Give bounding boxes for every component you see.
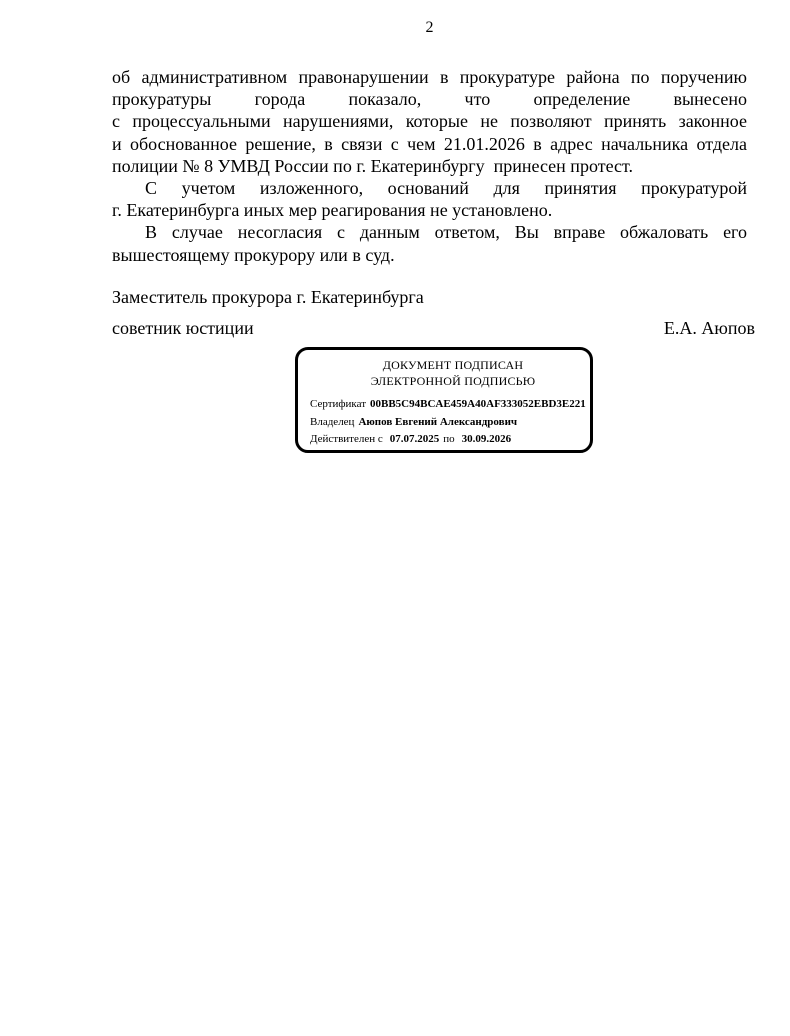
validity-to-label: по (443, 433, 455, 445)
valid-to-date: 30.09.2026 (461, 433, 512, 445)
signatory-name: Е.А. Аюпов (663, 318, 755, 338)
certificate-row (310, 396, 586, 414)
body-line: об административном правонарушении в прокуратуре района по поручению (112, 67, 747, 87)
esign-stamp (295, 347, 593, 453)
page-number: 2 (425, 19, 434, 36)
stamp-title-line1: ДОКУМЕНТ ПОДПИСАН (382, 358, 524, 372)
body-line: г. Екатеринбурга иных мер реагирования не установлено. (112, 200, 553, 221)
body-line: С учетом изложенного, оснований для принятия прокуратурой (145, 178, 747, 199)
owner-name: Аюпов Евгений Александрович (358, 415, 518, 428)
signature-row (112, 317, 755, 339)
stamp-details (310, 396, 586, 449)
body-line: полиции № 8 УМВД России по г. Екатеринбургу принесен протест. (112, 155, 634, 176)
body-paragraph (112, 177, 747, 221)
validity-row (310, 431, 582, 449)
valid-from-date: 07.07.2025 (389, 433, 440, 445)
validity-label: Действителен с (310, 433, 383, 445)
stamp-title (324, 357, 582, 389)
body-paragraph (112, 221, 747, 265)
body-line: с процессуальными нарушениями, которые не позволяют принять законное (112, 111, 747, 132)
owner-label: Владелец (310, 415, 355, 428)
signature-block (112, 286, 755, 339)
body-line: прокуратуры города показало, что определение вынесено (112, 89, 747, 110)
document-body (112, 66, 747, 266)
certificate-number: 00BB5C94BCAE459A40AF333052EBD3E221 (370, 398, 586, 410)
owner-row (310, 414, 582, 432)
stamp-title-line2: ЭЛЕКТРОННОЙ ПОДПИСЬЮ (370, 374, 536, 388)
signatory-rank: советник юстиции (112, 318, 254, 338)
signatory-position: Заместитель прокурора г. Екатеринбурга (112, 287, 424, 307)
certificate-label: Сертификат (310, 398, 366, 410)
body-line: вышестоящему прокурору или в суд. (112, 244, 395, 265)
body-line: В случае несогласия с данным ответом, Вы вправе обжаловать его (145, 222, 747, 243)
body-line: и обоснованное решение, в связи с чем 21.01.2026 в адрес начальника отдела (112, 133, 747, 154)
body-paragraph (112, 66, 747, 177)
